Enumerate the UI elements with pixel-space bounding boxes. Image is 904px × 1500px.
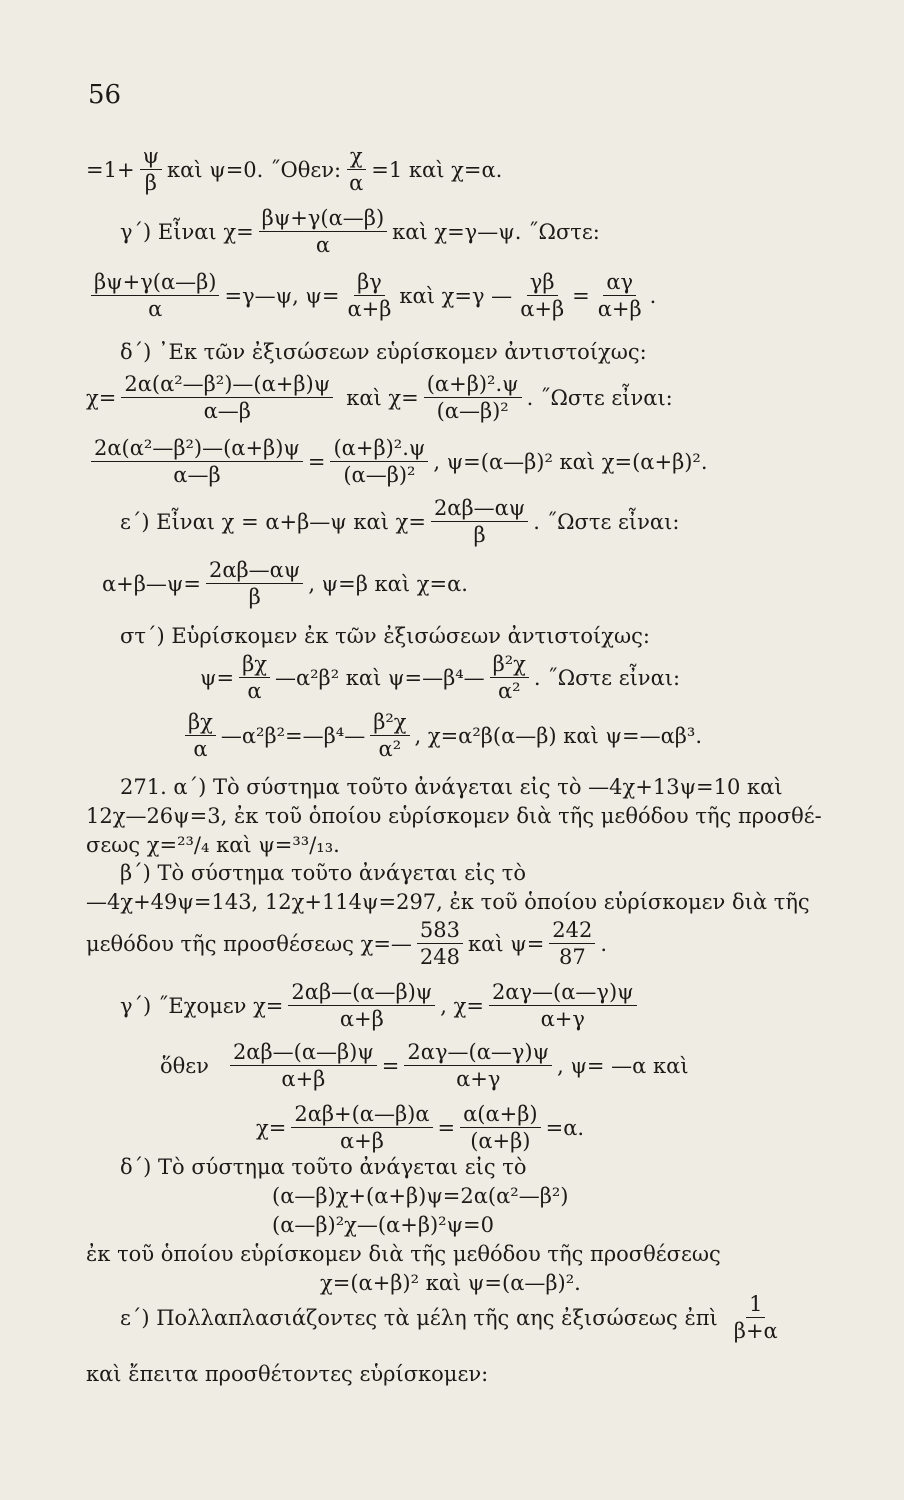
fraction: $\frac{2\alpha\gamma—(\alpha—\gamma)\psi}{\alpha+\gamma}$ xyxy=(404,1042,552,1090)
fraction: $\frac{\alpha\gamma}{\alpha+\beta}$ xyxy=(597,270,642,321)
fraction: $\frac{\text{(α+β)².ψ}}{\text{(α—β)²}}$ xyxy=(424,374,522,422)
text-line-12: 271. α΄) Τὸ σύστημα τοῦτο ἀνάγεται εἰς τὸ —4χ+13ψ=10 καὶ xyxy=(120,775,783,799)
text-line-27: καὶ ἔπειτα προσθέτοντες εὑρίσκομεν: xyxy=(86,1362,489,1386)
eq-line-25: χ=(α+β)² καὶ ψ=(α—β)². xyxy=(320,1271,581,1295)
text: = xyxy=(572,283,590,308)
text-line-24: ἐκ τοῦ ὁποίου εὑρίσκομεν διὰ τῆς μεθόδου τῆς προσθέσεως xyxy=(86,1242,721,1266)
eq-line-10 xyxy=(200,654,680,702)
eq-line-19 xyxy=(160,1042,689,1090)
fraction: $\frac{2\alpha\beta—\alpha\psi}{\beta}$ xyxy=(431,498,528,546)
text: ε΄) Εἶναι χ = α+β—ψ καὶ χ= xyxy=(120,509,426,534)
eq-line-3 xyxy=(86,272,656,320)
fraction: $\frac{\beta\gamma}{\alpha+\beta}$ xyxy=(347,270,392,321)
text: . ˝Ωστε εἶναι: xyxy=(533,509,680,534)
eq-line-17 xyxy=(86,920,607,968)
fraction: $\frac{\alpha(\alpha+\beta)}{(\alpha+\beta)}$ xyxy=(460,1104,540,1152)
eq-line-23: (α—β)²χ—(α+β)²ψ=0 xyxy=(272,1213,494,1237)
text: =1+ xyxy=(86,157,135,182)
eq-line-1 xyxy=(86,146,502,194)
text: = xyxy=(437,1115,456,1140)
eq-line-20 xyxy=(256,1104,584,1152)
text: =α. xyxy=(545,1115,585,1140)
eq-line-5 xyxy=(86,374,673,422)
text-line-4: δ΄) ᾽Εκ τῶν ἐξισώσεων εὑρίσκομεν ἀντιστοίχως: xyxy=(120,340,647,364)
fraction: $\frac{583}{248}$ xyxy=(417,920,463,968)
fraction: $\frac{\text{β²χ}}{\text{α²}}$ xyxy=(370,712,409,760)
fraction: $\frac{\gamma\beta}{\alpha+\beta}$ xyxy=(520,270,565,321)
fraction: $\frac{2\alpha\gamma—(\alpha—\gamma)\psi}{\alpha+\gamma}$ xyxy=(489,982,637,1030)
text: γ΄) Εἶναι χ= xyxy=(120,219,254,244)
fraction: $\frac{\beta\chi}{\alpha}$ xyxy=(239,654,270,702)
eq-line-11 xyxy=(180,712,702,760)
text: καὶ ψ=0. ˝Οθεν: xyxy=(167,157,342,182)
eq-line-2 xyxy=(120,208,600,256)
eq-line-18 xyxy=(120,982,642,1030)
text: , ψ=(α—β)² καὶ χ=(α+β)². xyxy=(433,449,708,474)
text: καὶ ψ= xyxy=(468,931,545,956)
text: —α²β² καὶ ψ=—β⁴— xyxy=(274,665,485,690)
fraction: $\frac{\text{β²χ}}{\text{α²}}$ xyxy=(490,654,529,702)
text: , ψ= —α καὶ xyxy=(557,1053,689,1078)
text: ὅθεν xyxy=(160,1053,209,1078)
fraction: $\frac{2\alpha\beta—\alpha\psi}{\beta}$ xyxy=(206,560,303,608)
text: ψ= xyxy=(200,665,235,690)
fraction: $\frac{\beta\psi+\gamma(\alpha—\beta)}{\alpha}$ xyxy=(91,272,219,320)
text: =γ—ψ, ψ= xyxy=(224,283,340,308)
text-line-14: σεως χ=²³/₄ καὶ ψ=³³/₁₃. xyxy=(86,833,340,857)
fraction: $\frac{2\alpha\beta—(\alpha—\beta)\psi}{\alpha+\beta}$ xyxy=(288,982,435,1030)
text-line-13: 12χ—26ψ=3, ἐκ τοῦ ὁποίου εὑρίσκομεν διὰ τῆς μεθόδου τῆς προσθέ- xyxy=(86,804,822,828)
text: ε΄) Πολλαπλασιάζοντες τὰ μέλη τῆς αης ἐξισώσεως ἐπὶ xyxy=(120,1305,718,1330)
eq-line-8 xyxy=(102,560,468,608)
fraction: $\frac{2\alpha\beta—(\alpha—\beta)\psi}{\alpha+\beta}$ xyxy=(230,1042,377,1090)
eq-line-6 xyxy=(86,438,708,486)
text-line-16: —4χ+49ψ=143, 12χ+114ψ=297, ἐκ τοῦ ὁποίου εὑρίσκομεν διὰ τῆς xyxy=(86,890,810,914)
text: . ˝Ωστε εἶναι: xyxy=(526,385,673,410)
text-line-15: β΄) Τὸ σύστημα τοῦτο ἀνάγεται εἰς τὸ xyxy=(120,861,527,885)
fraction: $\frac{\text{2α(α²—β²)—(α+β)ψ}}{\alpha—\beta}$ xyxy=(121,374,333,422)
text: χ= xyxy=(256,1115,287,1140)
page-number: 56 xyxy=(88,80,122,110)
text-line-21: δ΄) Τὸ σύστημα τοῦτο ἀνάγεται εἰς τὸ xyxy=(120,1155,527,1179)
text: . ˝Ωστε εἶναι: xyxy=(533,665,681,690)
text: . xyxy=(649,283,657,308)
eq-line-26 xyxy=(120,1294,786,1342)
eq-line-22: (α—β)χ+(α+β)ψ=2α(α²—β²) xyxy=(272,1184,569,1208)
fraction: $\frac{1}{\beta+\alpha}$ xyxy=(733,1292,778,1343)
text: χ= xyxy=(86,385,117,410)
fraction: $\frac{\beta\chi}{\alpha}$ xyxy=(185,712,216,760)
text: μεθόδου τῆς προσθέσεως χ=— xyxy=(86,931,412,956)
text: α+β—ψ= xyxy=(102,571,201,596)
text-line-9: στ΄) Εὑρίσκομεν ἐκ τῶν ἐξισώσεων ἀντιστοίχως: xyxy=(120,624,650,648)
text: = xyxy=(381,1053,400,1078)
text: καὶ χ= xyxy=(346,385,419,410)
fraction: $\frac{\text{(α+β)².ψ}}{\text{(α—β)²}}$ xyxy=(330,438,428,486)
text: καὶ χ=γ — xyxy=(399,283,513,308)
fraction: $\frac{\text{2α(α²—β²)—(α+β)ψ}}{\alpha—\beta}$ xyxy=(91,438,303,486)
text: γ΄) ˝Εχομεν χ= xyxy=(120,993,284,1018)
text: καὶ χ=γ—ψ. ˝Ωστε: xyxy=(392,219,600,244)
text: —α²β²=—β⁴— xyxy=(220,723,366,748)
text: , ψ=β καὶ χ=α. xyxy=(308,571,468,596)
fraction: $\frac{\psi}{\beta}$ xyxy=(140,146,162,194)
text: . xyxy=(600,931,608,956)
text: , χ=α²β(α—β) καὶ ψ=—αβ³. xyxy=(414,723,702,748)
text: = xyxy=(307,449,326,474)
fraction: $\frac{\beta\psi+\gamma(\alpha—\beta)}{\alpha}$ xyxy=(259,208,387,256)
fraction: $\frac{242}{87}$ xyxy=(549,920,595,968)
fraction: $\frac{2\alpha\beta+(\alpha—\beta)\alpha}{\alpha+\beta}$ xyxy=(291,1104,432,1152)
fraction: $\frac{\chi}{\alpha}$ xyxy=(346,146,366,194)
text: =1 καὶ χ=α. xyxy=(371,157,503,182)
text: , χ= xyxy=(440,993,484,1018)
eq-line-7 xyxy=(120,498,679,546)
